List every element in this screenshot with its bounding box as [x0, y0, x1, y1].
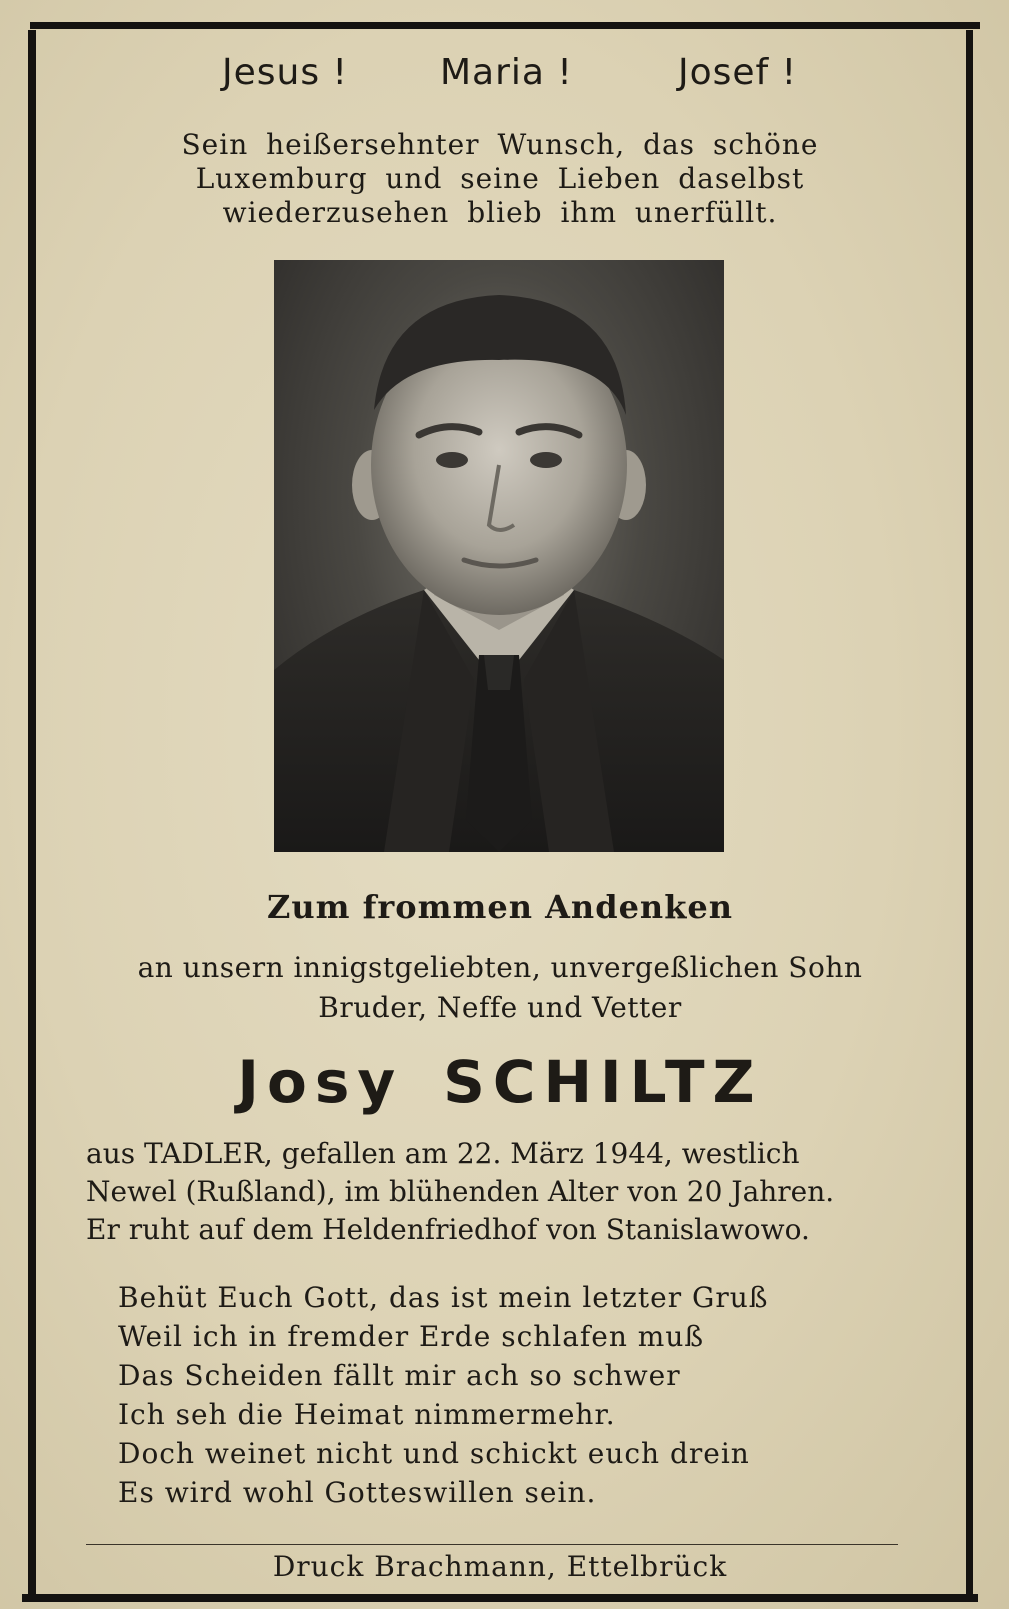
invocation-jesus: Jesus !: [222, 52, 348, 93]
portrait-illustration: [274, 260, 724, 852]
border-bottom: [22, 1594, 978, 1602]
invocation-josef: Josef !: [678, 52, 798, 93]
farewell-poem: [118, 1278, 898, 1512]
border-right: [966, 30, 973, 1600]
portrait-photo: [274, 260, 724, 852]
dedication-text: [70, 948, 930, 1028]
deceased-name: [120, 1048, 880, 1116]
first-name: Josy: [237, 1048, 404, 1116]
dedication-line: an unsern innigstgeliebten, unvergeßlichen Sohn: [137, 951, 863, 984]
wish-text: [120, 128, 880, 230]
wish-line: wiederzusehen blieb ihm unerfüllt.: [222, 196, 778, 229]
death-line: Newel (Rußland), im blühenden Alter von 20 Jahren.: [86, 1175, 835, 1208]
wish-line: Luxemburg und seine Lieben daselbst: [195, 162, 805, 195]
poem-line: Es wird wohl Gotteswillen sein.: [118, 1476, 597, 1509]
border-top: [30, 22, 980, 29]
poem-line: Behüt Euch Gott, das ist mein letzter Gruß: [118, 1281, 769, 1314]
printer-credit: Druck Brachmann, Ettelbrück: [272, 1550, 728, 1583]
death-line: Er ruht auf dem Heldenfriedhof von Stanislawowo.: [86, 1213, 810, 1246]
poem-line: Das Scheiden fällt mir ach so schwer: [118, 1359, 681, 1392]
poem-line: Doch weinet nicht und schickt euch drein: [118, 1437, 750, 1470]
invocation-maria: Maria !: [440, 52, 573, 93]
poem-line: Weil ich in fremder Erde schlafen muß: [118, 1320, 705, 1353]
footer-divider: [86, 1544, 898, 1545]
invocation-header: [150, 52, 860, 102]
memorial-heading: Zum frommen Andenken: [267, 888, 733, 926]
dedication-line: Bruder, Neffe und Vetter: [318, 991, 682, 1024]
last-name: SCHILTZ: [443, 1048, 763, 1116]
death-details: [86, 1135, 916, 1249]
death-line: aus TADLER, gefallen am 22. März 1944, westlich: [86, 1137, 800, 1170]
wish-line: Sein heißersehnter Wunsch, das schöne: [181, 128, 819, 161]
poem-line: Ich seh die Heimat nimmermehr.: [118, 1398, 616, 1431]
border-left: [28, 30, 36, 1598]
